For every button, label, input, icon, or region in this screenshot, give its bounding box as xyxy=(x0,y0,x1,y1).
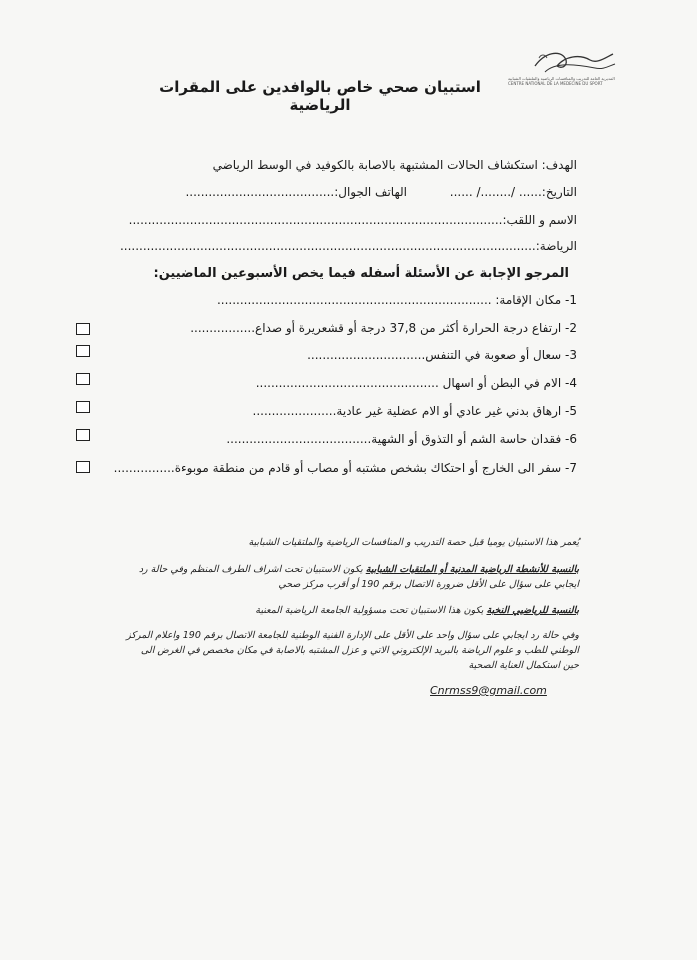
organization-name: المديرية العامة للتدريب والمنافسات الرياضية والملتقيات الشبابية CENTRE NATIONAL DE LA MEDECINE DU SPORT xyxy=(508,76,615,86)
contact-email[interactable]: Cnrmss9@gmail.com xyxy=(430,684,547,697)
question-fever: 2- ارتفاع درجة الحرارة أكثر من 37,8 درجة أو قشعريرة أو صداع................. xyxy=(190,321,577,335)
instruction-text: المرجو الإجابة عن الأسئلة أسفله فيما يخص الأسبوعين الماضيين: xyxy=(153,266,569,281)
note-positive-case-1: وفي حالة رد ايجابي على سؤال واحد على الأقل على الإدارة الفنية الوطنية للجامعة الاتصال برقم 190 واعلام المركز xyxy=(126,630,579,641)
note-civil-positive: ايجابي على سؤال على الأقل ضرورة الاتصال برقم 190 أو أقرب مركز صحي xyxy=(278,579,579,590)
fatigue-checkbox[interactable] xyxy=(76,401,90,413)
phone-field: الهاتف الجوال:....................................... xyxy=(185,185,407,199)
note-elite-heading: بالنسبة للرياضيي النخبة xyxy=(486,605,579,616)
note-elite xyxy=(255,603,579,618)
abdominal-checkbox[interactable] xyxy=(76,373,90,385)
note-positive-case-3: حين استكمال العناية الصحية xyxy=(468,660,579,671)
question-travel: 7- سفر الى الخارج أو احتكاك بشخص مشتبه أو مصاب أو قادم من منطقة موبوءة................ xyxy=(113,461,577,475)
question-residence: 1- مكان الإقامة: ........................................................................ xyxy=(216,293,577,307)
smell-checkbox[interactable] xyxy=(76,429,90,441)
question-cough: 3- سعال أو صعوبة في التنفس............................... xyxy=(307,348,577,362)
note-civil-activities xyxy=(139,562,579,577)
name-field: الاسم و اللقب:.................................................................................................. xyxy=(128,213,577,227)
note-elite-text: يكون هذا الاستبيان تحت مسؤولية الجامعة الرياضية المعنية xyxy=(255,605,487,616)
question-fatigue: 5- ارهاق بدني غير عادي أو الام عضلية غير عادية...................... xyxy=(252,404,577,418)
travel-checkbox[interactable] xyxy=(76,461,90,473)
question-abdominal: 4- الام في البطن أو اسهال ................................................ xyxy=(255,376,577,390)
note-positive-case-2: الوطني للطب و علوم الرياضة بالبريد الإلكتروني الاتي و عزل المشتبه بالاصابة في مكان مخصص في الغرض الى xyxy=(140,645,579,656)
cough-checkbox[interactable] xyxy=(76,345,90,357)
note-daily: يُعمر هذا الاستبيان يوميا قبل حصة التدريب و المنافسات الرياضية والملتقيات الشبابية xyxy=(248,537,579,548)
question-smell: 6- فقدان حاسة الشم أو التذوق أو الشهية...................................... xyxy=(226,432,577,446)
page-title: استبيان صحي خاص بالوافدين على المقرات الرياضية xyxy=(159,78,481,114)
note-civil-text: يكون الاستبيان تحت اشراف الطرف المنظم وفي حالة رد xyxy=(138,564,366,575)
fever-checkbox[interactable] xyxy=(76,323,90,335)
objective-line: الهدف: استكشاف الحالات المشتبهة بالاصابة بالكوفيد في الوسط الرياضي xyxy=(212,158,577,172)
date-field: التاريخ:...... /......../ ...... xyxy=(449,185,577,199)
note-civil-heading: بالنسبة للأنشطة الرياضية المدنية أو الملتقيات الشبابية xyxy=(365,564,579,575)
sport-field: الرياضة:............................................................................................................. xyxy=(119,239,577,253)
